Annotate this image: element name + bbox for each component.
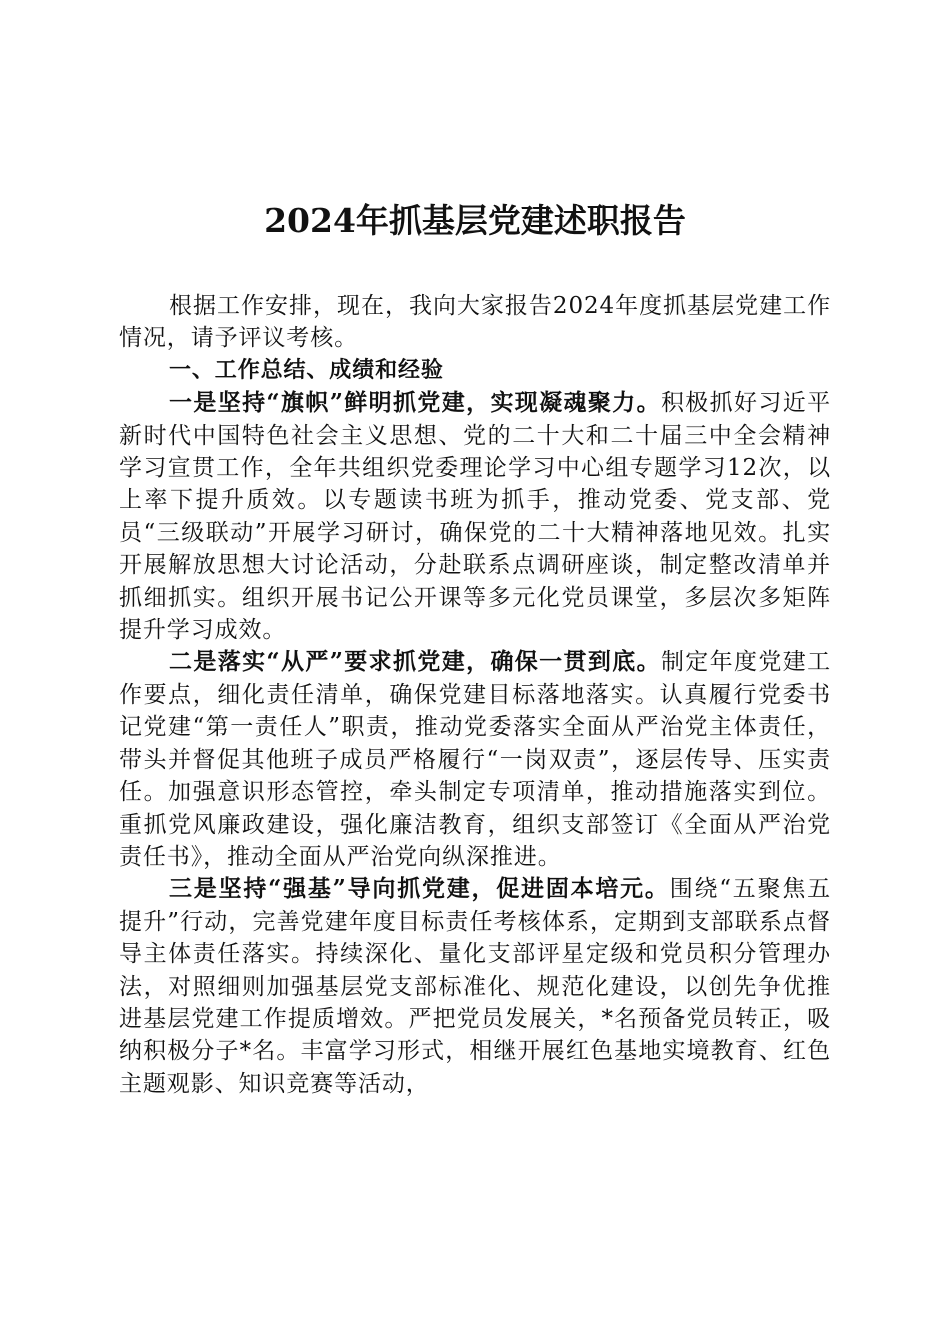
item-lead: 二是落实“从严”要求抓党建，确保一贯到底。	[169, 648, 661, 676]
item-text: 制定年度党建工作要点，细化责任清单，确保党建目标落地落实。认真履行党委书记党建“第一责任人”职责，推动党委落实全面从严治党主体责任，带头并督促其他班子成员严格履行“一岗双责”，逐层传导、压实责任。加强意识形态管控，牵头制定专项清单，推动措施落实到位。重抓党风廉政建设，强化廉洁教育，组织支部签订《全面从严治党责任书》，推动全面从严治党向纵深推进。	[119, 649, 831, 870]
intro-paragraph: 根据工作安排，现在，我向大家报告2024年度抓基层党建工作情况，请予评议考核。	[119, 293, 831, 352]
document-body	[119, 290, 831, 1100]
item-paragraph-3	[119, 873, 831, 1100]
item-paragraph-1	[119, 387, 831, 646]
item-paragraph-2	[119, 646, 831, 873]
item-lead: 一是坚持“旗帜”鲜明抓党建，实现凝魂聚力。	[169, 389, 661, 417]
document-title: 2024年抓基层党建述职报告	[264, 201, 686, 240]
item-lead: 三是坚持“强基”导向抓党建，促进固本培元。	[169, 875, 670, 903]
section-heading: 一、工作总结、成绩和经验	[169, 357, 444, 383]
item-text: 积极抓好习近平新时代中国特色社会主义思想、党的二十大和二十届三中全会精神学习宣贯工作，全年共组织党委理论学习中心组专题学习12次，以上率下提升质效。以专题读书班为抓手，推动党委、党支部、党员“三级联动”开展学习研讨，确保党的二十大精神落地见效。扎实开展解放思想大讨论活动，分赴联系点调研座谈，制定整改清单并抓细抓实。组织开展书记公开课等多元化党员课堂，多层次多矩阵提升学习成效。	[119, 390, 831, 644]
item-text: 围绕“五聚焦五提升”行动，完善党建年度目标责任考核体系，定期到支部联系点督导主体责任落实。持续深化、量化支部评星定级和党员积分管理办法，对照细则加强基层党支部标准化、规范化建设，以创先争优推进基层党建工作提质增效。严把党员发展关，*名预备党员转正，吸纳积极分子*名。丰富学习形式，相继开展红色基地实境教育、红色主题观影、知识竞赛等活动，	[119, 876, 832, 1097]
